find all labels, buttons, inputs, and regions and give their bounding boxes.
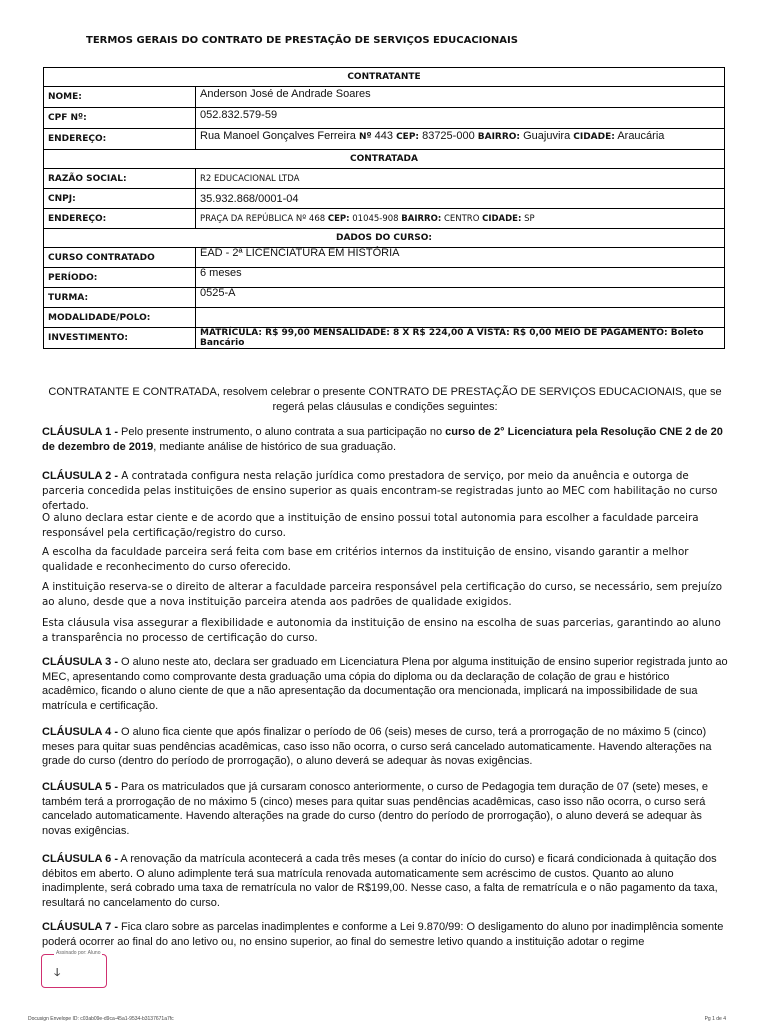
signature-stamp-label: Assinado por: Aluno bbox=[56, 950, 101, 956]
contratante-endereco-value: Rua Manoel Gonçalves Ferreira Nº 443 CEP: 83725-000 BAIRRO: Guajuvira CIDADE: Araucária bbox=[196, 129, 725, 150]
page-number: Pg 1 de 4 bbox=[704, 1016, 726, 1022]
cpf-label: CPF Nº: bbox=[44, 108, 196, 129]
clausula-2-paragraph-4: Esta cláusula visa assegurar a flexibilidade e autonomia da instituição de ensino na escolha de suas parcerias, garantindo ao aluno a transparência no processo de certificação do curso. bbox=[42, 617, 721, 644]
section-header-contratada: CONTRATADA bbox=[44, 150, 725, 169]
curso-value: EAD - 2ª LICENCIATURA EM HISTÓRIA bbox=[196, 248, 725, 268]
cnpj-label: CNPJ: bbox=[44, 189, 196, 209]
clausula-1: CLÁUSULA 1 - Pelo presente instrumento, o aluno contrata a sua participação no curso de 2° Licenciatura pela Resolução CNE 2 de 20 de dezembro de 2019, mediante análise de histórico de sua graduação. bbox=[42, 426, 723, 453]
periodo-label: PERÍODO: bbox=[44, 268, 196, 288]
nome-value: Anderson José de Andrade Soares bbox=[196, 87, 725, 108]
section-header-contratante: CONTRATANTE bbox=[44, 68, 725, 87]
clausula-2-paragraph-3: A instituição reserva-se o direito de alterar a faculdade parceira responsável pela certificação do curso, se necessário, sem prejuízo ao aluno, desde que a nova instituição parceira atenda aos padrões de qualidade exigidos. bbox=[42, 581, 723, 608]
contract-info-table bbox=[43, 67, 725, 349]
endereco-label: ENDEREÇO: bbox=[44, 129, 196, 150]
clausula-4: CLÁUSULA 4 - O aluno fica ciente que após finalizar o período de 06 (seis) meses de curso, terá a prorrogação de no máximo 5 (cinco) meses para quitar suas pendências acadêmicas, caso isso não ocorra, o curso será cancelado automaticamente. Havendo alterações na grade do curso (dentro do período de prorrogação), o aluno deverá se adequar às novas exigências. bbox=[42, 726, 712, 767]
turma-label: TURMA: bbox=[44, 288, 196, 308]
clausula-6: CLÁUSULA 6 - A renovação da matrícula acontecerá a cada três meses (a contar do início do curso) e ficará condicionada à quitação dos débitos em aberto. O aluno adimplente terá sua matrícula renovada automaticamente sem acréscimo de custos. Quanto ao aluno inadimplente, será cobrado uma taxa de rematrícula no valor de R$199,00. Nesse caso, a falta de rematrícula e o não pagamento da taxa, resultará no cancelamento do curso. bbox=[42, 853, 718, 909]
intro-paragraph: CONTRATANTE E CONTRATADA, resolvem celebrar o presente CONTRATO DE PRESTAÇÃO DE SERVIÇOS EDUCACIONAIS, que se regerá pelas cláusulas e condições seguintes: bbox=[48, 386, 722, 413]
clausula-7: CLÁUSULA 7 - Fica claro sobre as parcelas inadimplentes e conforme a Lei 9.870/99: O desligamento do aluno por inadimplência somente poderá ocorrer ao final do ano letivo ou, no ensino superior, ao final do semestre letivo quando a instituição adotar o regime bbox=[42, 921, 724, 948]
nome-label: NOME: bbox=[44, 87, 196, 108]
contratada-endereco-value: PRAÇA DA REPÚBLICA Nº 468 CEP: 01045-908 BAIRRO: CENTRO CIDADE: SP bbox=[196, 209, 725, 229]
curso-label: CURSO CONTRATADO bbox=[44, 248, 196, 268]
modalidade-value bbox=[196, 308, 725, 328]
turma-value: 0525-A bbox=[196, 288, 725, 308]
clausula-2-paragraph-2: A escolha da faculdade parceira será feita com base em critérios internos da instituição de ensino, visando garantir a melhor qualidade e reconhecimento do curso oferecido. bbox=[42, 546, 689, 573]
investimento-label: INVESTIMENTO: bbox=[44, 328, 196, 349]
cnpj-value: 35.932.868/0001-04 bbox=[196, 189, 725, 209]
investimento-value: MATRÍCULA: R$ 99,00 MENSALIDADE: 8 X R$ 224,00 A VISTA: R$ 0,00 MEIO DE PAGAMENTO: Boleto Bancário bbox=[196, 328, 725, 349]
periodo-value: 6 meses bbox=[196, 268, 725, 288]
clausula-5: CLÁUSULA 5 - Para os matriculados que já cursaram conosco anteriormente, o curso de Pedagogia tem duração de 07 (sete) meses, e também terá a prorrogação de no máximo 5 (cinco) meses para quitar suas pendências acadêmicas, caso isso não ocorra, o curso será cancelado automaticamente. Havendo alterações na grade do curso (dentro do período de prorrogação), o aluno deverá se adequar às novas exigências. bbox=[42, 781, 709, 837]
signature-stamp bbox=[41, 950, 107, 988]
clausula-2-paragraph-1: O aluno declara estar ciente e de acordo que a instituição de ensino possui total autonomia para escolher a faculdade parceira responsável pela certificação/registro do curso. bbox=[42, 512, 699, 539]
razao-social-label: RAZÃO SOCIAL: bbox=[44, 169, 196, 189]
document-title: TERMOS GERAIS DO CONTRATO DE PRESTAÇÃO DE SERVIÇOS EDUCACIONAIS bbox=[86, 35, 518, 46]
contratada-endereco-label: ENDEREÇO: bbox=[44, 209, 196, 229]
signature-mark-icon: ↆ bbox=[54, 965, 61, 979]
clausula-3: CLÁUSULA 3 - O aluno neste ato, declara ser graduado em Licenciatura Plena por alguma instituição de ensino superior registrada junto ao MEC, apresentando como comprovante desta graduação uma cópia do diploma ou da declaração de colação de grau e histórico acadêmico, ficando o aluno ciente de que a não apresentação da documentação ora mencionada, implicará na impossibilidade de sua matrícula e certificação. bbox=[42, 656, 728, 712]
clausula-2: CLÁUSULA 2 - A contratada configura nesta relação jurídica como prestadora de serviço, por meio da anuência e outorga de parceria concedida pelas instituições de ensino superior as quais encontram-se registradas junto ao MEC com habilitação no curso ofertado. bbox=[42, 470, 718, 512]
razao-social-value: R2 EDUCACIONAL LTDA bbox=[196, 169, 725, 189]
modalidade-label: MODALIDADE/POLO: bbox=[44, 308, 196, 328]
envelope-id: Docusign Envelope ID: c03ab09e-d9ca-45a1-9534-b3137671a7fc bbox=[28, 1016, 174, 1022]
section-header-curso: DADOS DO CURSO: bbox=[44, 229, 725, 248]
cpf-value: 052.832.579-59 bbox=[196, 108, 725, 129]
